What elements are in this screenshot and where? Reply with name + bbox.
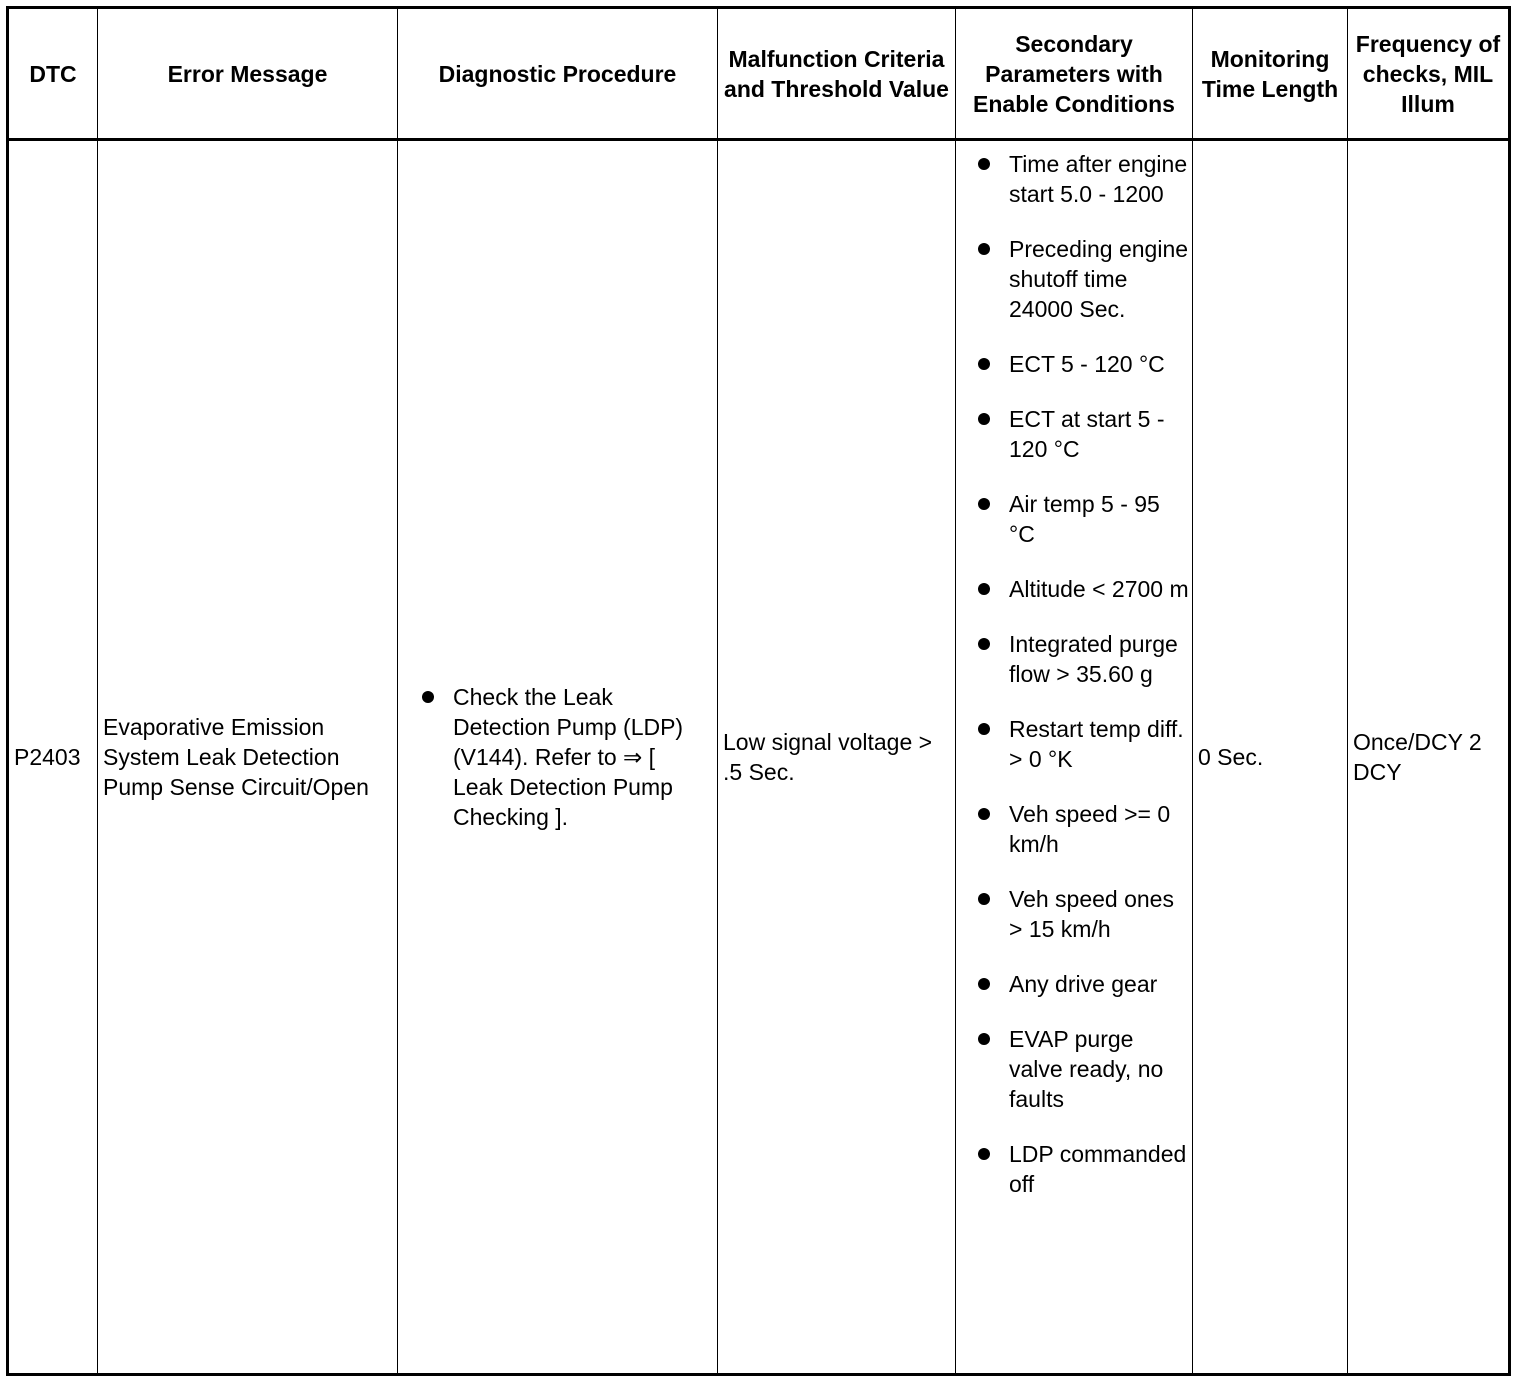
header-malfunction-criteria: Malfunction Criteria and Threshold Value — [718, 8, 956, 140]
header-dtc: DTC — [8, 8, 98, 140]
cell-frequency: Once/DCY 2 DCY — [1348, 140, 1510, 1375]
list-item: EVAP purge valve ready, no faults — [976, 1024, 1190, 1114]
secondary-parameters-list — [976, 149, 1190, 1199]
list-item: Restart temp diff. > 0 °K — [976, 714, 1190, 774]
header-monitoring-time: Monitoring Time Length — [1193, 8, 1348, 140]
cell-secondary-parameters — [956, 140, 1193, 1375]
list-item: Any drive gear — [976, 969, 1190, 999]
cell-malfunction-criteria: Low signal voltage > .5 Sec. — [718, 140, 956, 1375]
cell-dtc: P2403 — [8, 140, 98, 1375]
list-item: Veh speed ones > 15 km/h — [976, 884, 1190, 944]
cell-monitoring-time: 0 Sec. — [1193, 140, 1348, 1375]
header-diagnostic-procedure: Diagnostic Procedure — [398, 8, 718, 140]
list-item: Check the Leak Detection Pump (LDP) (V144). Refer to ⇒ [ Leak Detection Pump Checking ]. — [420, 682, 711, 832]
list-item: Time after engine start 5.0 - 1200 — [976, 149, 1190, 209]
cell-diagnostic-procedure — [398, 140, 718, 1375]
dtc-table — [6, 6, 1511, 1376]
header-error-message: Error Message — [98, 8, 398, 140]
header-row — [8, 8, 1510, 140]
list-item: Altitude < 2700 m — [976, 574, 1190, 604]
header-secondary-parameters: Secondary Parameters with Enable Conditions — [956, 8, 1193, 140]
procedure-list — [420, 682, 711, 832]
header-frequency: Frequency of checks, MIL Illum — [1348, 8, 1510, 140]
list-item: Veh speed >= 0 km/h — [976, 799, 1190, 859]
list-item: Integrated purge flow > 35.60 g — [976, 629, 1190, 689]
list-item: ECT at start 5 - 120 °C — [976, 404, 1190, 464]
list-item: ECT 5 - 120 °C — [976, 349, 1190, 379]
list-item: Preceding engine shutoff time 24000 Sec. — [976, 234, 1190, 324]
table-row — [8, 140, 1510, 1375]
cell-error-message: Evaporative Emission System Leak Detection Pump Sense Circuit/Open — [98, 140, 398, 1375]
list-item: LDP commanded off — [976, 1139, 1190, 1199]
list-item: Air temp 5 - 95 °C — [976, 489, 1190, 549]
